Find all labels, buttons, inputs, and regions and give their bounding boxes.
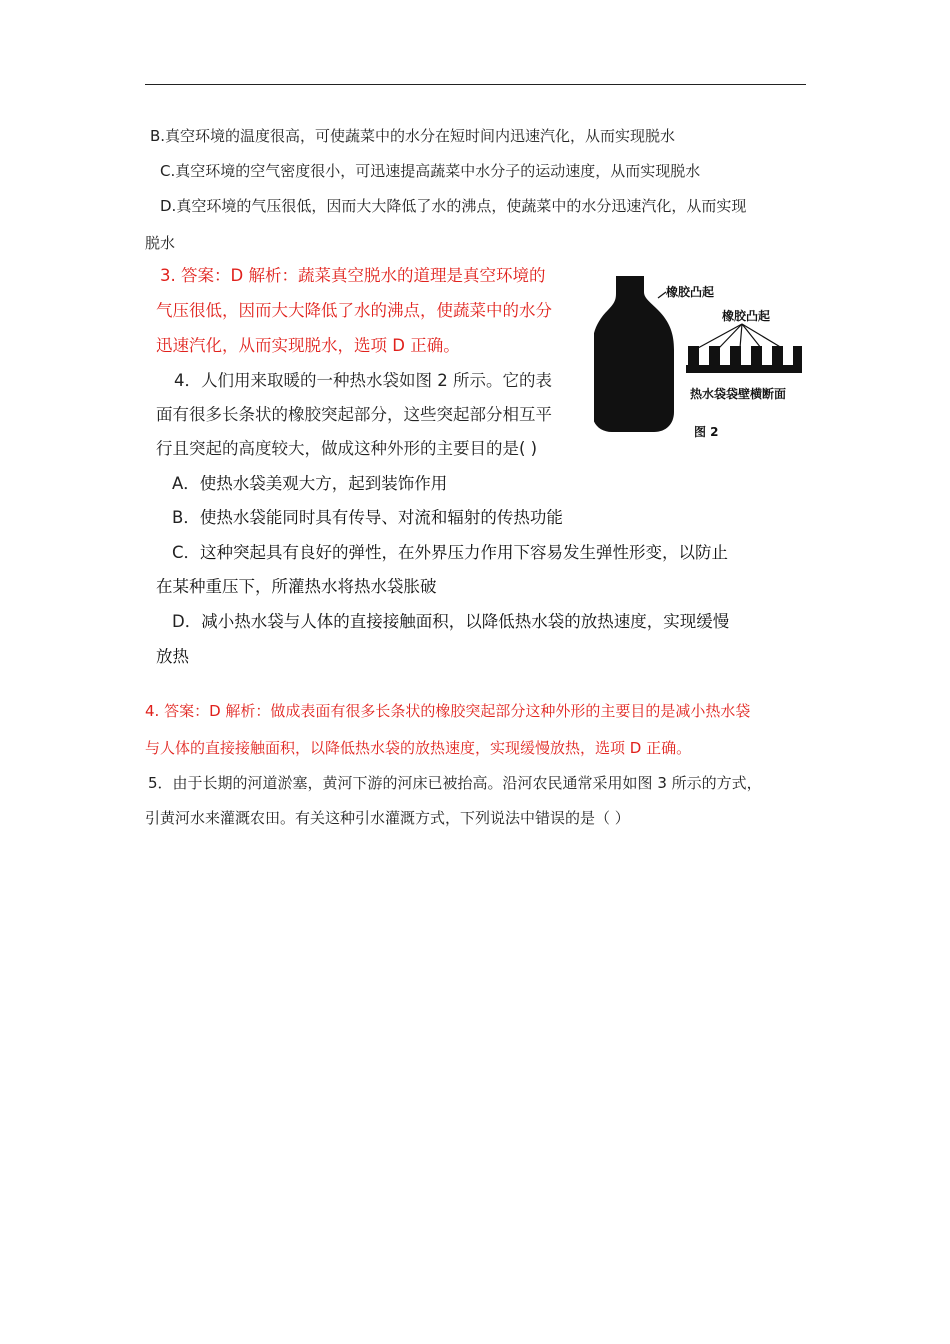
option-letter: A． (172, 474, 200, 493)
bag-wall-cross-section (686, 346, 802, 373)
answer4-line1: 4. 答案：D 解析：做成表面有很多长条状的橡胶突起部分这种外形的主要目的是减小热水袋 (145, 702, 751, 720)
q3-option-d: D.真空环境的气压很低，因而大大降低了水的沸点，使蔬菜中的水分迅速汽化，从而实现 (160, 197, 747, 215)
q4-option-c-cont (156, 577, 437, 597)
q4-option-b (172, 508, 563, 528)
leader-line (658, 292, 666, 298)
option-text: 放热 (156, 647, 189, 666)
figure-label-top: 橡胶凸起 (666, 285, 715, 299)
option-text: 使热水袋能同时具有传导、对流和辐射的传热功能 (199, 508, 563, 527)
q5-stem-line2: 引黄河水来灌溉农田。有关这种引水灌溉方式，下列说法中错误的是（ ） (145, 809, 630, 827)
figure-label-section: 热水袋袋壁横断面 (690, 387, 787, 401)
option-letter: C． (172, 543, 201, 562)
q5-stem-line1: 5．由于长期的河道淤塞，黄河下游的河床已被抬高。沿河农民通常采用如图 3 所示的方式， (148, 774, 762, 792)
q4-stem-line3: 行且突起的高度较大，做成这种外形的主要目的是( ) (156, 439, 538, 458)
header-rule (145, 84, 806, 85)
option-letter: B． (172, 508, 200, 527)
option-text: 减小热水袋与人体的直接接触面积，以降低热水袋的放热速度，实现缓慢 (201, 612, 730, 631)
label-leaders (698, 324, 782, 348)
q4-stem-line1: 4．人们用来取暖的一种热水袋如图 2 所示。它的表 (174, 371, 552, 390)
answer4-line2: 与人体的直接接触面积，以降低热水袋的放热速度，实现缓慢放热，选项 D 正确。 (145, 739, 692, 757)
q4-option-a (172, 474, 447, 494)
option-text: 在某种重压下，所灌热水将热水袋胀破 (156, 577, 437, 596)
figure-label-mid: 橡胶凸起 (722, 309, 771, 323)
hot-water-bag-figure (594, 270, 808, 445)
hot-water-bag-icon (594, 276, 674, 432)
q3-option-d-cont: 脱水 (145, 234, 176, 252)
option-text: 使热水袋美观大方，起到装饰作用 (199, 474, 448, 493)
answer3-line2: 气压很低，因而大大降低了水的沸点，使蔬菜中的水分 (156, 301, 552, 320)
q4-stem-line2: 面有很多长条状的橡胶突起部分，这些突起部分相互平 (156, 405, 552, 424)
answer3-line1: 3. 答案：D 解析：蔬菜真空脱水的道理是真空环境的 (160, 266, 546, 285)
q3-option-b: B.真空环境的温度很高，可使蔬菜中的水分在短时间内迅速汽化，从而实现脱水 (150, 127, 676, 145)
q4-option-d-cont (156, 647, 189, 667)
option-letter: D． (172, 612, 202, 631)
option-text: 这种突起具有良好的弹性，在外界压力作用下容易发生弹性形变，以防止 (200, 543, 729, 562)
q4-option-d (172, 612, 729, 632)
q4-option-c (172, 543, 728, 563)
answer3-line3: 迅速汽化，从而实现脱水，选项 D 正确。 (156, 336, 460, 355)
figure-caption: 图 2 (694, 425, 719, 439)
q3-option-c: C.真空环境的空气密度很小，可迅速提高蔬菜中水分子的运动速度，从而实现脱水 (160, 162, 701, 180)
